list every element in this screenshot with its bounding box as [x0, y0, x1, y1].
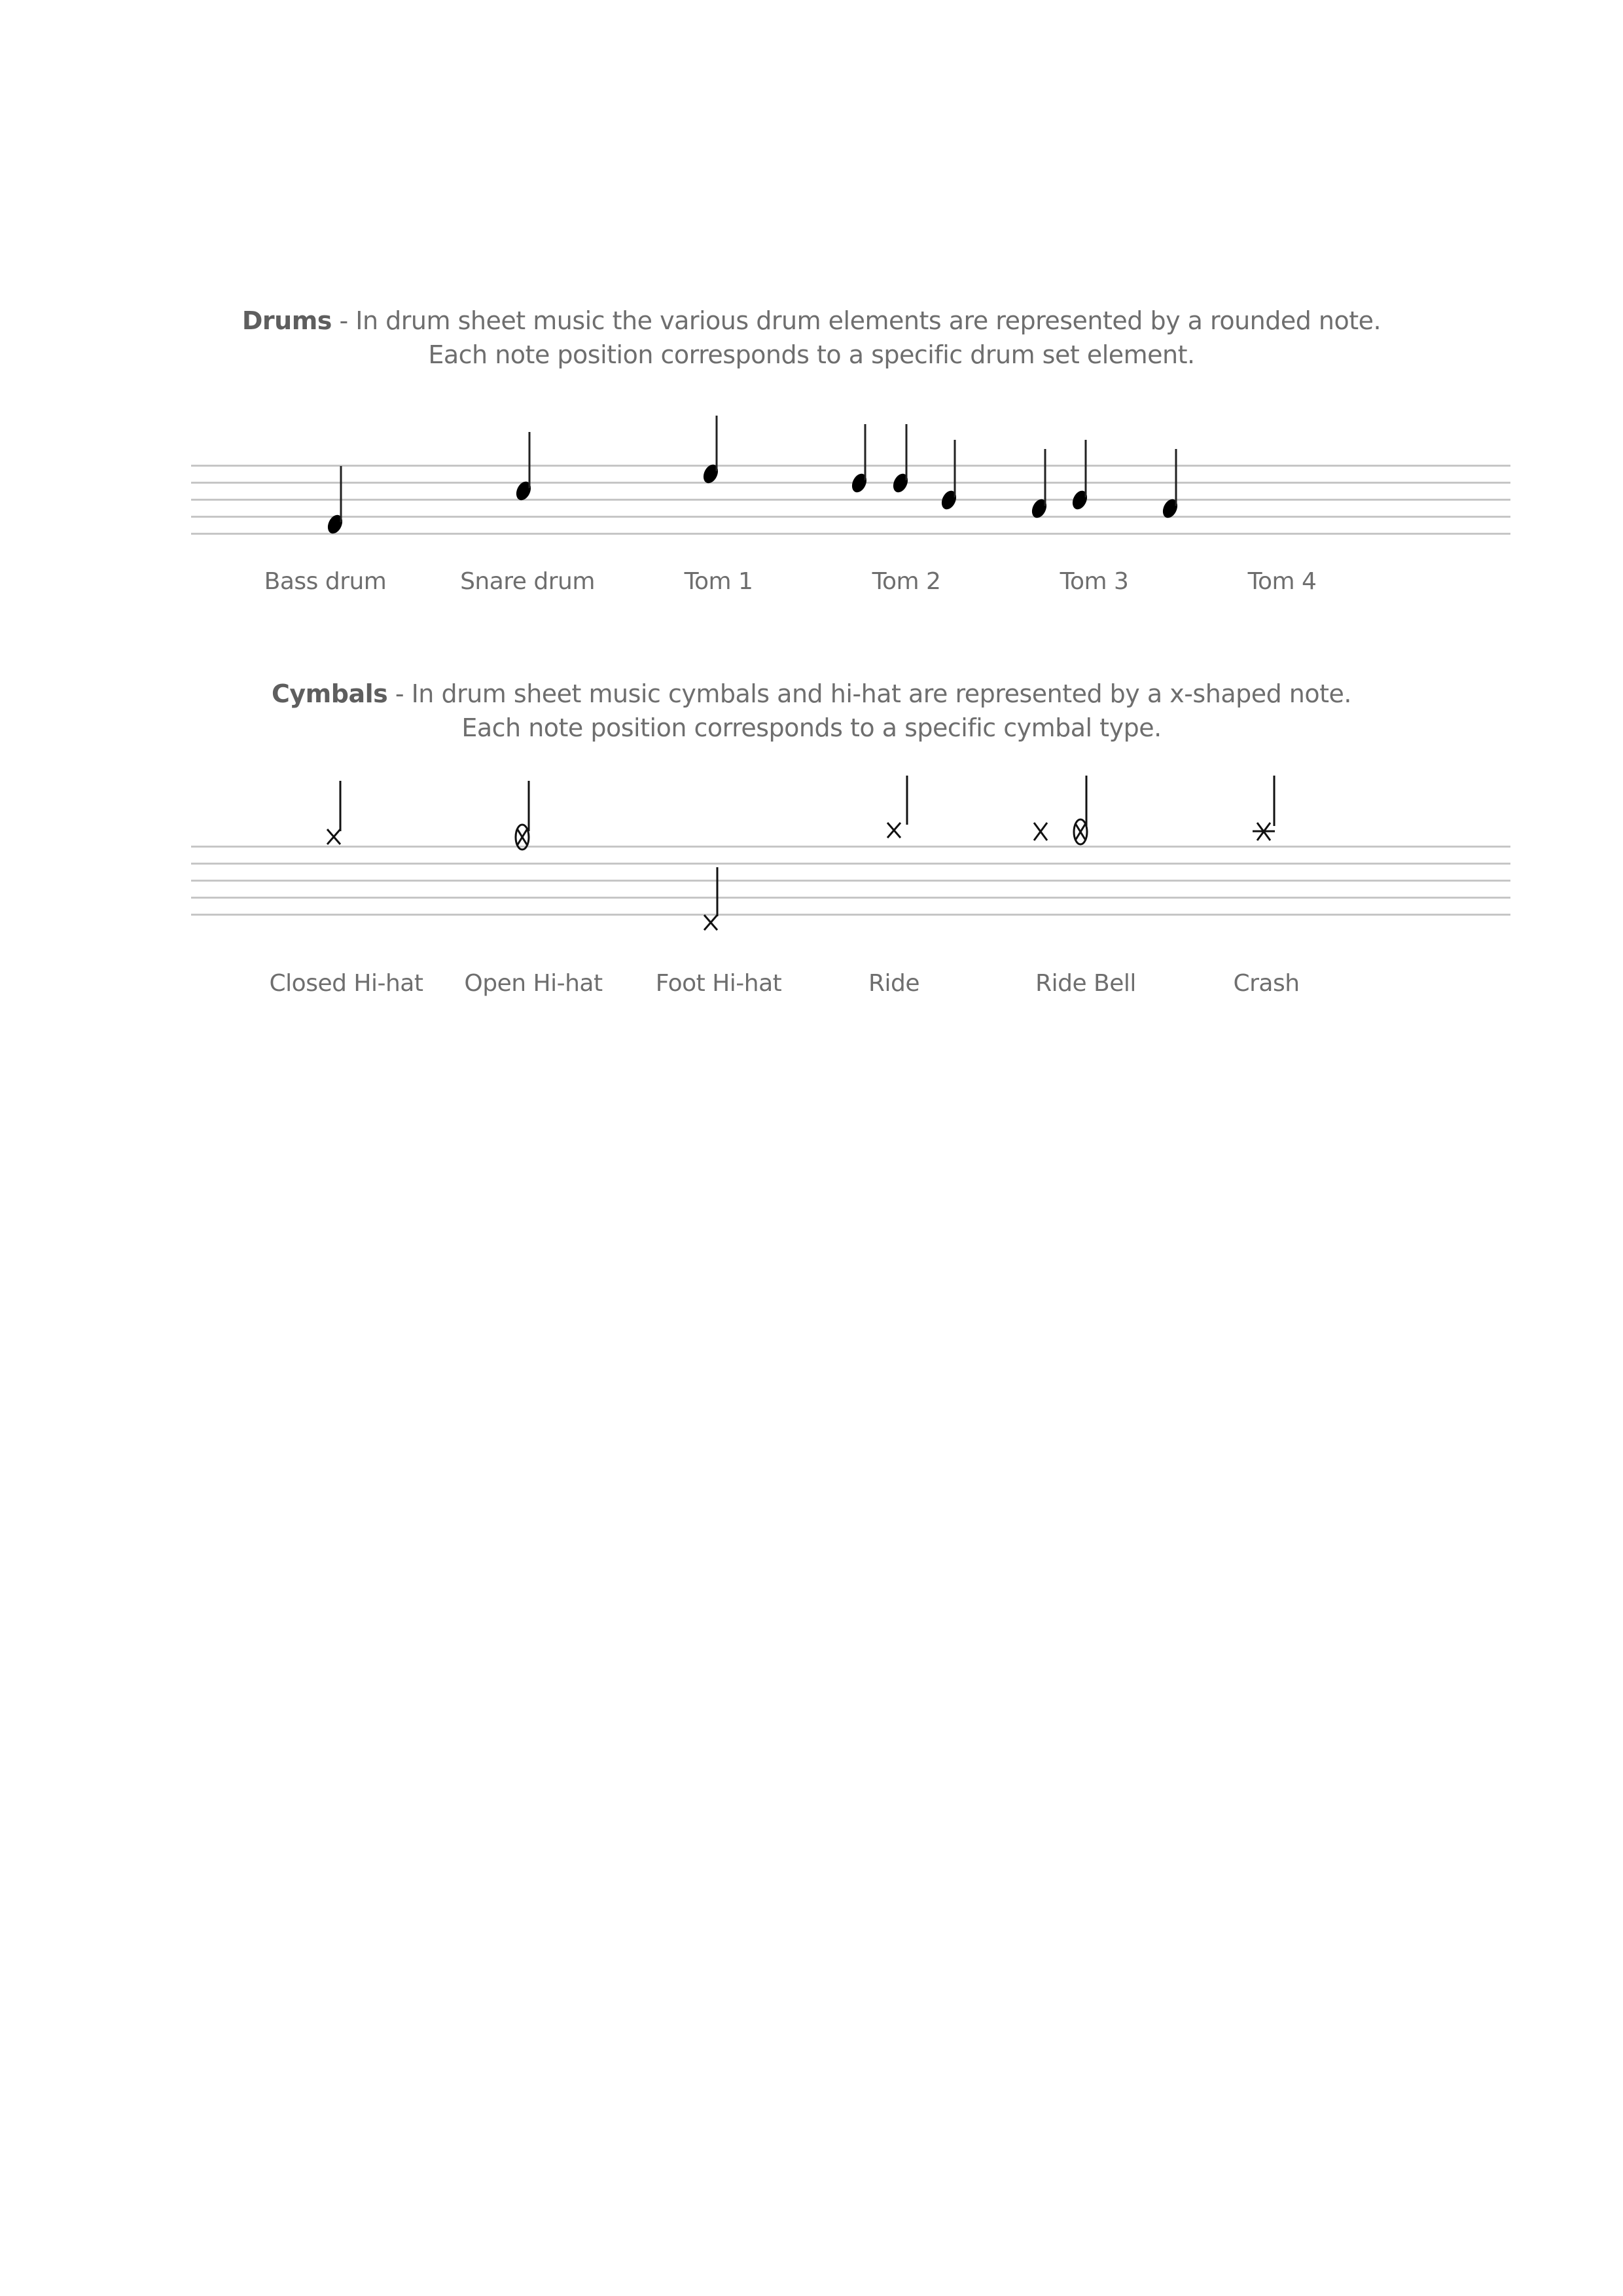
drum-label: Tom 2	[872, 568, 941, 595]
cymbals-caption-line2: Each note position corresponds to a specific cymbal type.	[461, 713, 1162, 742]
drum-label: Tom 3	[1060, 568, 1129, 595]
drums-caption-line2: Each note position corresponds to a specific drum set element.	[428, 340, 1195, 369]
drums-description: - In drum sheet music the various drum elements are represented by a rounded note.	[331, 306, 1382, 335]
drum-label: Tom 1	[684, 568, 753, 595]
crash-x-note-with-ledger-icon	[1253, 776, 1275, 840]
cymbal-label: Foot Hi-hat	[655, 970, 782, 997]
cymbals-title: Cymbals	[271, 679, 388, 708]
cymbal-label: Closed Hi-hat	[269, 970, 423, 997]
drum-label: Bass drum	[264, 568, 387, 595]
cymbal-label: Ride Bell	[1035, 970, 1136, 997]
drum-label: Snare drum	[460, 568, 595, 595]
drums-title: Drums	[241, 306, 332, 335]
cymbals-description: - In drum sheet music cymbals and hi-hat are represented by a x-shaped note.	[387, 679, 1351, 708]
cymbal-label: Ride	[868, 970, 920, 997]
cymbal-label: Open Hi-hat	[464, 970, 603, 997]
drum-label: Tom 4	[1247, 568, 1317, 595]
cymbal-label: Crash	[1233, 970, 1300, 997]
